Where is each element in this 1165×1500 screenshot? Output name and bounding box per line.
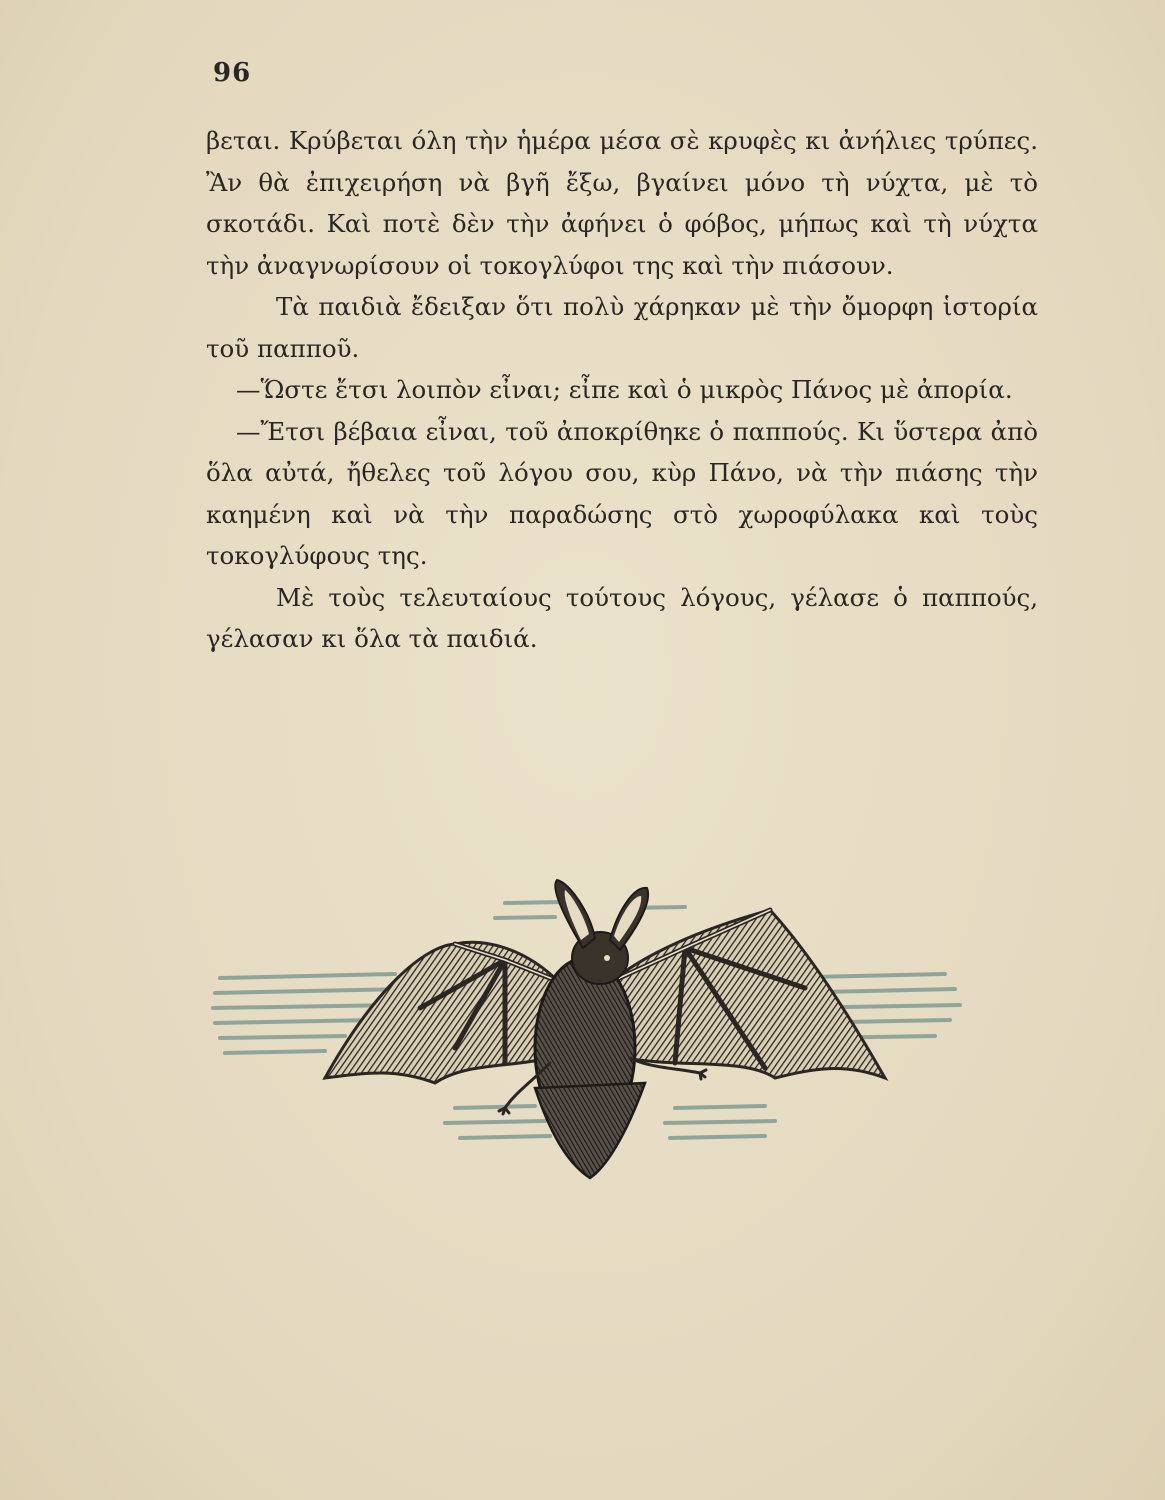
body-text <box>206 120 1038 660</box>
bat-illustration <box>205 868 965 1188</box>
bat-eye <box>604 955 610 961</box>
tail-membrane <box>535 1083 645 1178</box>
right-wing <box>610 910 885 1078</box>
dialogue-grandfather: —Ἔτσι βέβαια εἶναι, τοῦ ἀποκρίθηκε ὁ παππούς. Κι ὕστερα ἀπὸ ὅλα αὐτά, ἤθελες τοῦ λόγου σου, κὺρ Πάνο, νὰ τὴν πιάσης τὴν καημένη καὶ νὰ τὴν παραδώσης στὸ χωροφύλακα καὶ τοὺς τοκογλύφους της. <box>206 416 1038 570</box>
page-number: 96 <box>213 58 252 88</box>
paragraph-children-reaction: Τὰ παιδιὰ ἔδειξαν ὅτι πολὺ χάρηκαν μὲ τὴν ὄμορφη ἱστορία τοῦ παπποῦ. <box>206 292 1038 363</box>
dialogue-panos: —Ὥστε ἔτσι λοιπὸν εἶναι; εἶπε καὶ ὁ μικρὸς Πάνος μὲ ἀπορία. <box>236 375 1013 404</box>
paragraph-continuation: βεται. Κρύβεται όλη τὴν ἡμέρα μέσα σὲ κρυφὲς κι ἀνήλιες τρύπες. Ἂν θὰ ἐπιχειρήση νὰ βγῆ ἔξω, βγαίνει μόνο τὴ νύχτα, μὲ τὸ σκοτάδι. Καὶ ποτὲ δὲν τὴν ἀφήνει ὁ φόβος, μήπως καὶ τὴ νύχτα τὴν ἀναγνωρίσουν οἱ τοκογλύφοι της καὶ τὴν πιάσουν. <box>206 126 1038 280</box>
left-wing <box>325 942 560 1083</box>
paragraph-laughter: Μὲ τοὺς τελευταίους τούτους λόγους, γέλασε ὁ παππούς, γέλασαν κι ὅλα τὰ παιδιά. <box>206 582 1038 653</box>
